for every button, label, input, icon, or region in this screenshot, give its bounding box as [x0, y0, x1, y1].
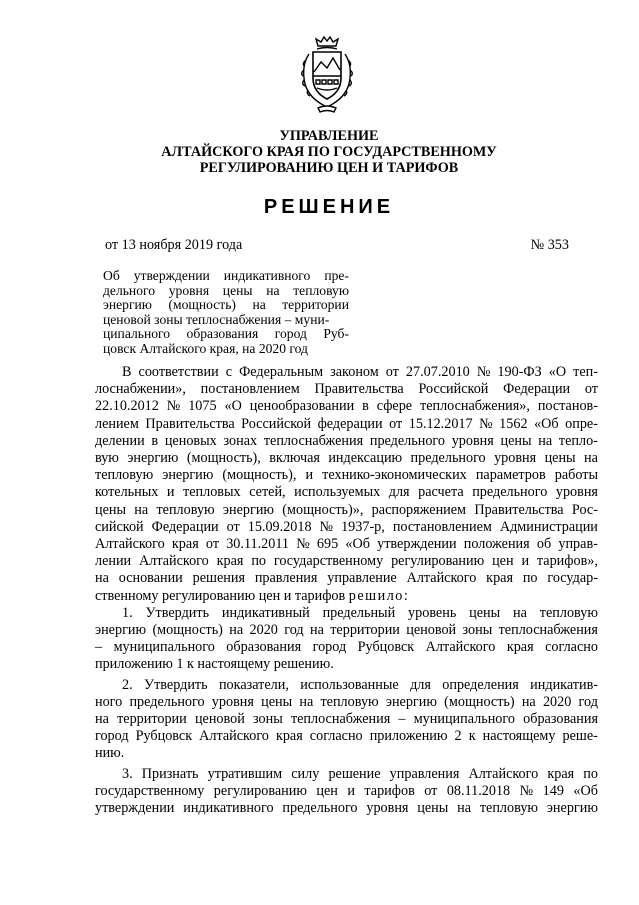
text-line: Алтайского края от 30.11.2011 № 695 «Об утверждении положения об управ-: [95, 536, 598, 553]
header-line-3: РЕГУЛИРОВАНИЮ ЦЕН И ТАРИФОВ: [199, 160, 459, 176]
text-line: 3. Признать утратившим силу решение управления Алтайского края по: [122, 765, 598, 782]
coat-of-arms-emblem: [296, 36, 358, 114]
item-1-paragraph: [95, 605, 598, 674]
text-line: лении Алтайского края по государственному регулированию цен и тарифов»,: [95, 553, 598, 570]
text-line: котельных и тепловых сетей, используемых для расчета предельного уровня: [95, 484, 598, 501]
text-line: делении в ценовых зонах теплоснабжения предельного уровня цены на тепло-: [95, 432, 598, 449]
text-line: тепловую энергию (мощность), и технико-экономических параметров работы: [95, 467, 598, 484]
text-line: цены на тепловую энергию (мощность)», распоряжением Правительства Рос-: [95, 501, 598, 518]
text-line: 22.10.2012 № 1075 «О ценообразовании в сфере теплоснабжения», постанов-: [95, 398, 598, 415]
header-line-1: УПРАВЛЕНИЕ: [279, 128, 379, 144]
text-line: лением Правительства Российской федерации от 15.12.2017 № 1562 «Об опре-: [95, 415, 598, 432]
text-line: сийской Федерации от 15.09.2018 № 1937-р, постановлением Администрации: [95, 518, 598, 535]
text-line: государственному регулированию цен и тарифов от 08.11.2018 № 149 «Об: [95, 782, 598, 799]
item-3-paragraph: [95, 766, 598, 818]
subject-line: энергию (мощность) на территории: [103, 297, 349, 313]
subject-line: ценовой зоны теплоснабжения – муни-: [103, 311, 330, 327]
document-number: № 353: [530, 237, 569, 253]
text-line: нию.: [95, 745, 125, 762]
subject-line: ципального образования город Руб-: [103, 326, 349, 342]
item-2-paragraph: [95, 677, 598, 763]
subject-line: Об утверждении индикативного пре-: [103, 268, 349, 283]
subject-line: цовск Алтайского края, на 2020 год: [103, 340, 308, 356]
decision-body: [95, 364, 598, 817]
text-line: приложению 1 к настоящему решению.: [95, 656, 334, 673]
text-line: 1. Утвердить индикативный предельный уровень цены на тепловую: [122, 604, 598, 621]
decision-subject: [103, 269, 349, 357]
text-line: В соответствии с Федеральным законом от 27.07.2010 № 190-ФЗ «О теп-: [122, 364, 598, 380]
decided-word: решило:: [348, 587, 410, 604]
text-line: вую энергию (мощность), включая индексацию предельного уровня цены на: [95, 450, 598, 467]
subject-line: дельного уровня цены на тепловую: [103, 282, 349, 298]
preamble-paragraph: [95, 364, 598, 605]
header-line-2: АЛТАЙСКОГО КРАЯ ПО ГОСУДАРСТВЕННОМУ: [161, 144, 497, 160]
organization-header: [90, 128, 568, 176]
text-line: город Рубцовск Алтайского края согласно приложению 2 к настоящему реше-: [95, 728, 598, 745]
text-line: ного предельного уровня цены на тепловую энергию (мощность) на 2020 год: [95, 693, 598, 710]
document-title: РЕШЕНИЕ: [263, 196, 395, 218]
text-line: на основании решения правления управление Алтайского края по государ-: [95, 570, 598, 587]
text-line: 2. Утвердить показатели, использованные для определения индикатив-: [122, 676, 598, 693]
text-line: – муниципального образования город Рубцовск Алтайского края согласно: [95, 639, 598, 656]
text-line: ственному регулированию цен и тарифов решило:: [95, 587, 410, 604]
text-line: на территории ценовой зоны теплоснабжения – муниципального образования: [95, 711, 598, 728]
text-line: лоснабжении», постановлением Правительства Российской Федерации от: [95, 381, 598, 398]
text-line: энергию (мощность) на 2020 год на территории ценовой зоны теплоснабжения: [95, 622, 598, 639]
text-line: утверждении индикативного предельного уровня цены на тепловую энергию: [95, 800, 598, 817]
document-date: от 13 ноября 2019 года: [105, 237, 243, 253]
